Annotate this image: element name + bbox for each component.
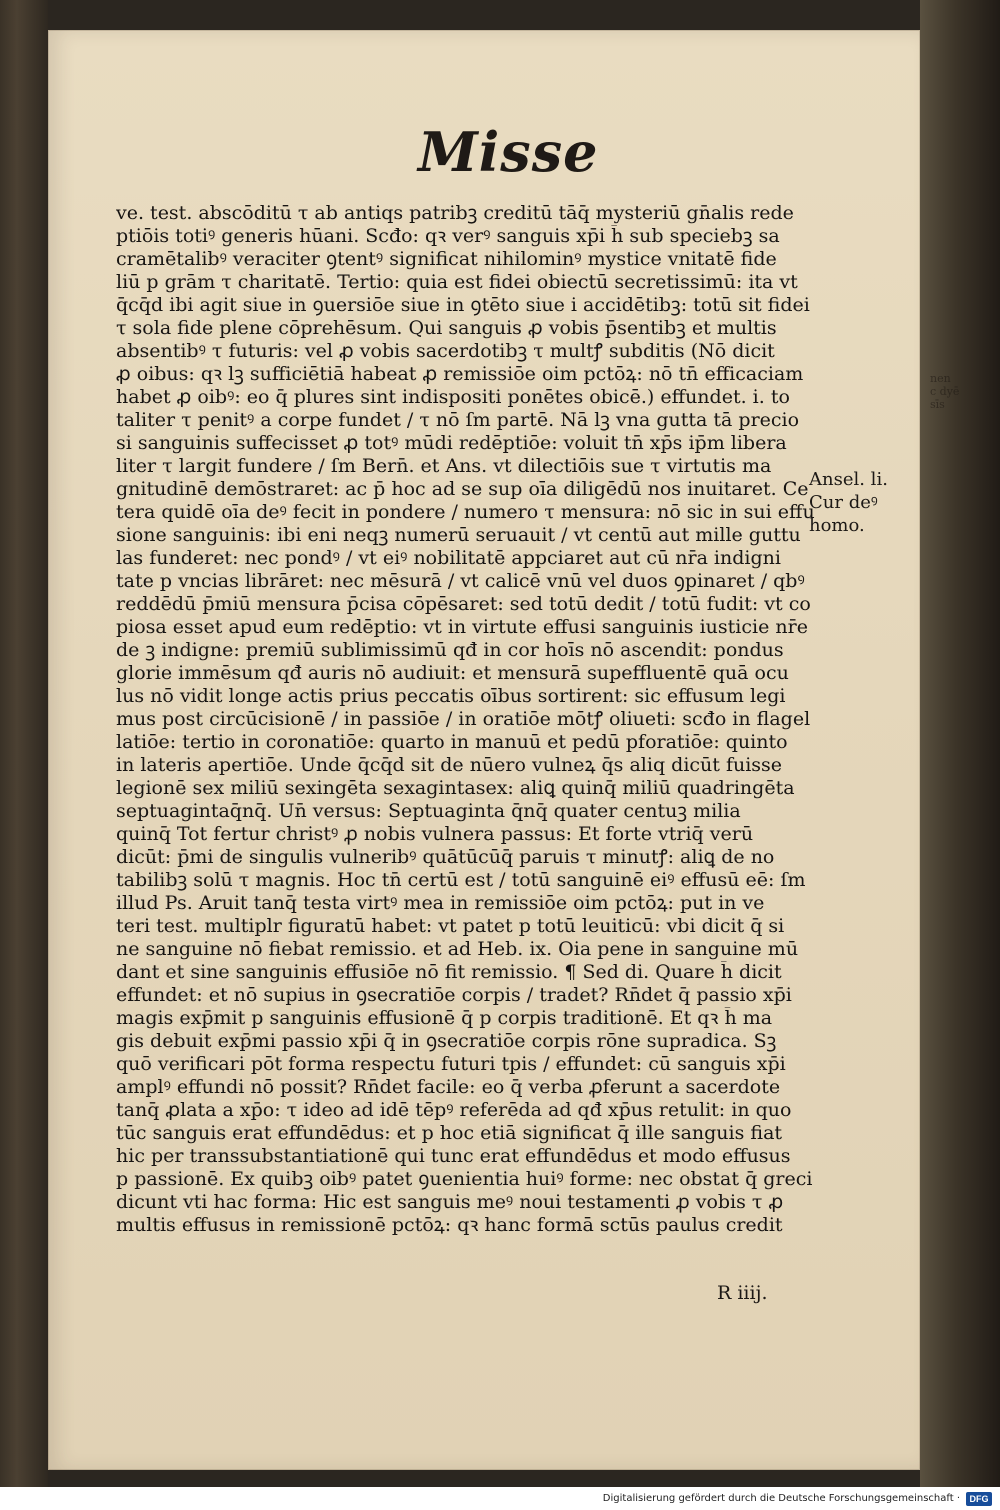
text-line: absentibꝰ τ futuris: vel ꝓ vobis sacerdotibꝫ τ multꝭ subditis (Nō dicit [116,340,775,362]
right-page-edge [920,0,1000,1487]
margin-note-line: homo. [809,515,865,536]
margin-note-line: Ansel. li. [809,469,888,490]
text-line: in lateris apertiōe. Unde q̄cq̄d sit de nūero vulneꝝ q̄s aliq dicūt fuisse [116,754,783,776]
text-line: quō verificari pōt forma respectu futuri tpis / effundet: cū sanguis xp̄i [116,1053,786,1075]
page-heading: Misse [418,120,599,184]
text-line: habet ꝓ oibꝰ: eo q̄ plures sint indispositi ponētes obicē.) effundet. i. to [116,386,790,408]
text-line: gis debuit exp̄mi passio xp̄i q̄ in ꝯsecratiōe corpis rōne supradica. Sꝫ [116,1030,777,1052]
text-line: tabilibꝫ solū τ magnis. Hoc tn̄ certū est / totū sanguinē eiꝰ effusū eē: ſm [116,869,806,891]
margin-note [809,468,909,537]
text-line: sione sanguinis: ibi eni neqꝫ numerū seruauit / vt centū aut mille guttu [116,524,801,546]
text-line: taliter τ penitꝰ a corpe fundet / τ nō ſm partē. Nā lꝫ vna gutta tā precio [116,409,800,431]
text-line: piosa esset apud eum redēptio: vt in virtute effusi sanguinis iusticie nr̄e [116,616,808,638]
text-line: dant et sine sanguinis effusiōe nō fit remissio. ¶ Sed di. Quare h̄ dicit [116,961,782,983]
text-line: gnitudinē demōstraret: ac p̄ hoc ad se sup oīa diligēdū nos inuitaret. Ce [116,478,809,500]
dfg-logo-icon: DFG [966,1492,992,1506]
text-line: tūc sanguis erat effundēdus: et p hoc etiā significat q̄ ille sanguis fiat [116,1122,783,1144]
text-line: magis exp̄mit p sanguinis effusionē q̄ p corpis traditionē. Et qꝛ h̄ ma [116,1007,773,1029]
footer [0,1487,1000,1510]
text-line: ne sanguine nō fiebat remissio. et ad Heb. ix. Oia pene in sanguine mū [116,938,799,960]
text-line: effundet: et nō supius in ꝯsecratiōe corpis / tradet? Rn̄det q̄ passio xp̄i [116,984,792,1006]
text-line: illud Ps. Aruit tanq̄ testa virtꝰ mea in remissiōe oim pctōꝝ: put in ve [116,892,765,914]
text-line: ptiōis totiꝰ generis hūani. Scđo: qꝛ verꝰ sanguis xp̄i h̄ sub speciebꝫ sa [116,225,780,247]
text-line: legionē sex miliū sexingēta sexagintasex: aliꝗ quinq̄ miliū quadringēta [116,777,795,799]
text-line: teri test. multiplr figuratū habet: vt patet p totū leuiticū: vbi dicit q̄ si [116,915,785,937]
text-line: τ sola fide plene cōprehēsum. Qui sanguis ꝓ vobis p̄sentibꝫ et multis [116,317,777,339]
text-block [116,202,816,1312]
text-line: quinq̄ Tot fertur christꝰ ꝓ nobis vulnera passus: Et forte vtriq̄ verū [116,823,754,845]
text-line: amplꝰ effundi nō possit? Rn̄det facile: eo q̄ verba ꝓferunt a sacerdote [116,1076,781,1098]
text-line: tera quidē oīa deꝰ fecit in pondere / numero τ mensura: nō sic in sui effu [116,501,815,523]
text-line: hic per transsubstantiationē qui tunc erat effundēdus et modo effusus [116,1145,791,1167]
text-line: liter τ largit fundere / ſm Bern̄. et Ans. vt dilectiōis sue τ virtutis ma [116,455,772,477]
margin-note-line: Cur deꝰ [809,492,878,513]
text-line: ꝓ oibus: qꝛ lꝫ sufficiētiā habeat ꝓ remissiōe oim pctōꝝ: nō tn̄ efficaciam [116,363,804,385]
left-page-edge [0,0,48,1487]
text-line: lus nō vidit longe actis prius peccatis oībus sortirent: sic effusum legi [116,685,786,707]
book-page [48,30,920,1470]
text-line [116,1237,816,1260]
bleed-through-text: nen c dyē sīs [930,372,960,411]
signature-mark: R iiij. [717,1282,768,1304]
text-line: liū p grām τ charitatē. Tertio: quia est fidei obiectū secretissimū: ita vt [116,271,798,293]
text-line: glorie immēsum qđ auris nō audiuit: et mensurā supeffluentē quā ocu [116,662,789,684]
text-line: dicūt: p̄mi de singulis vulneribꝰ quātūcūq̄ paruis τ minutꝭ: aliꝗ de no [116,846,775,868]
text-line: latiōe: tertio in coronatiōe: quarto in manuū et pedū pforatiōe: quinto [116,731,788,753]
text-line: mus post circūcisionē / in passiōe / in oratiōe mōtꝭ oliueti: scđo in flagel [116,708,811,730]
text-line: septuagintaq̄nq̄. Un̄ versus: Septuaginta q̄nq̄ quater centuꝫ milia [116,800,741,822]
text-line: de ꝫ indigne: premiū sublimissimū qđ in cor hoīs nō ascendit: pondus [116,639,784,661]
text-line: multis effusus in remissionē pctōꝝ: qꝛ hanc formā sctūs paulus credit [116,1214,783,1236]
text-line: reddēdū p̄miū mensura p̄cisa cōpēsaret: sed totū dedit / totū fudit: vt co [116,593,811,615]
text-line: tate p vncias librāret: nec mēsurā / vt calicē vnū vel duos ꝯpinaret / qbꝰ [116,570,805,592]
text-line: ve. test. abscōditū τ ab antiqs patribꝫ creditū tāq̄ mysteriū gn̄alis rede [116,202,794,224]
text-line: si sanguinis suffecisset ꝓ totꝰ mūdi redēptiōe: voluit tn̄ xp̄s ip̄m libera [116,432,787,454]
text-line: q̄cq̄d ibi agit siue in ꝯuersiōe siue in ꝯtēto siue i accidētibꝫ: totū sit fidei [116,294,810,316]
footer-text: Digitalisierung gefördert durch die Deutsche Forschungsgemeinschaft · [602,1493,960,1504]
text-line: dicunt vti hac forma: Hic est sanguis meꝰ noui testamenti ꝓ vobis τ ꝓ [116,1191,784,1213]
text-line: tanq̄ ꝓlata a xp̄o: τ ideo ad idē tēpꝰ referēda ad qđ xp̄us retulit: in quo [116,1099,792,1121]
text-line: p passionē. Ex quibꝫ oibꝰ patet ꝯuenientia huiꝰ forme: nec obstat q̄ greci [116,1168,813,1190]
text-line: las funderet: nec pondꝰ / vt eiꝰ nobilitatē appciaret aut cū nr̄a indigni [116,547,781,569]
text-line: cramētalibꝰ veraciter ꝯtentꝰ significat nihilominꝰ mystice vnitatē fide [116,248,777,270]
